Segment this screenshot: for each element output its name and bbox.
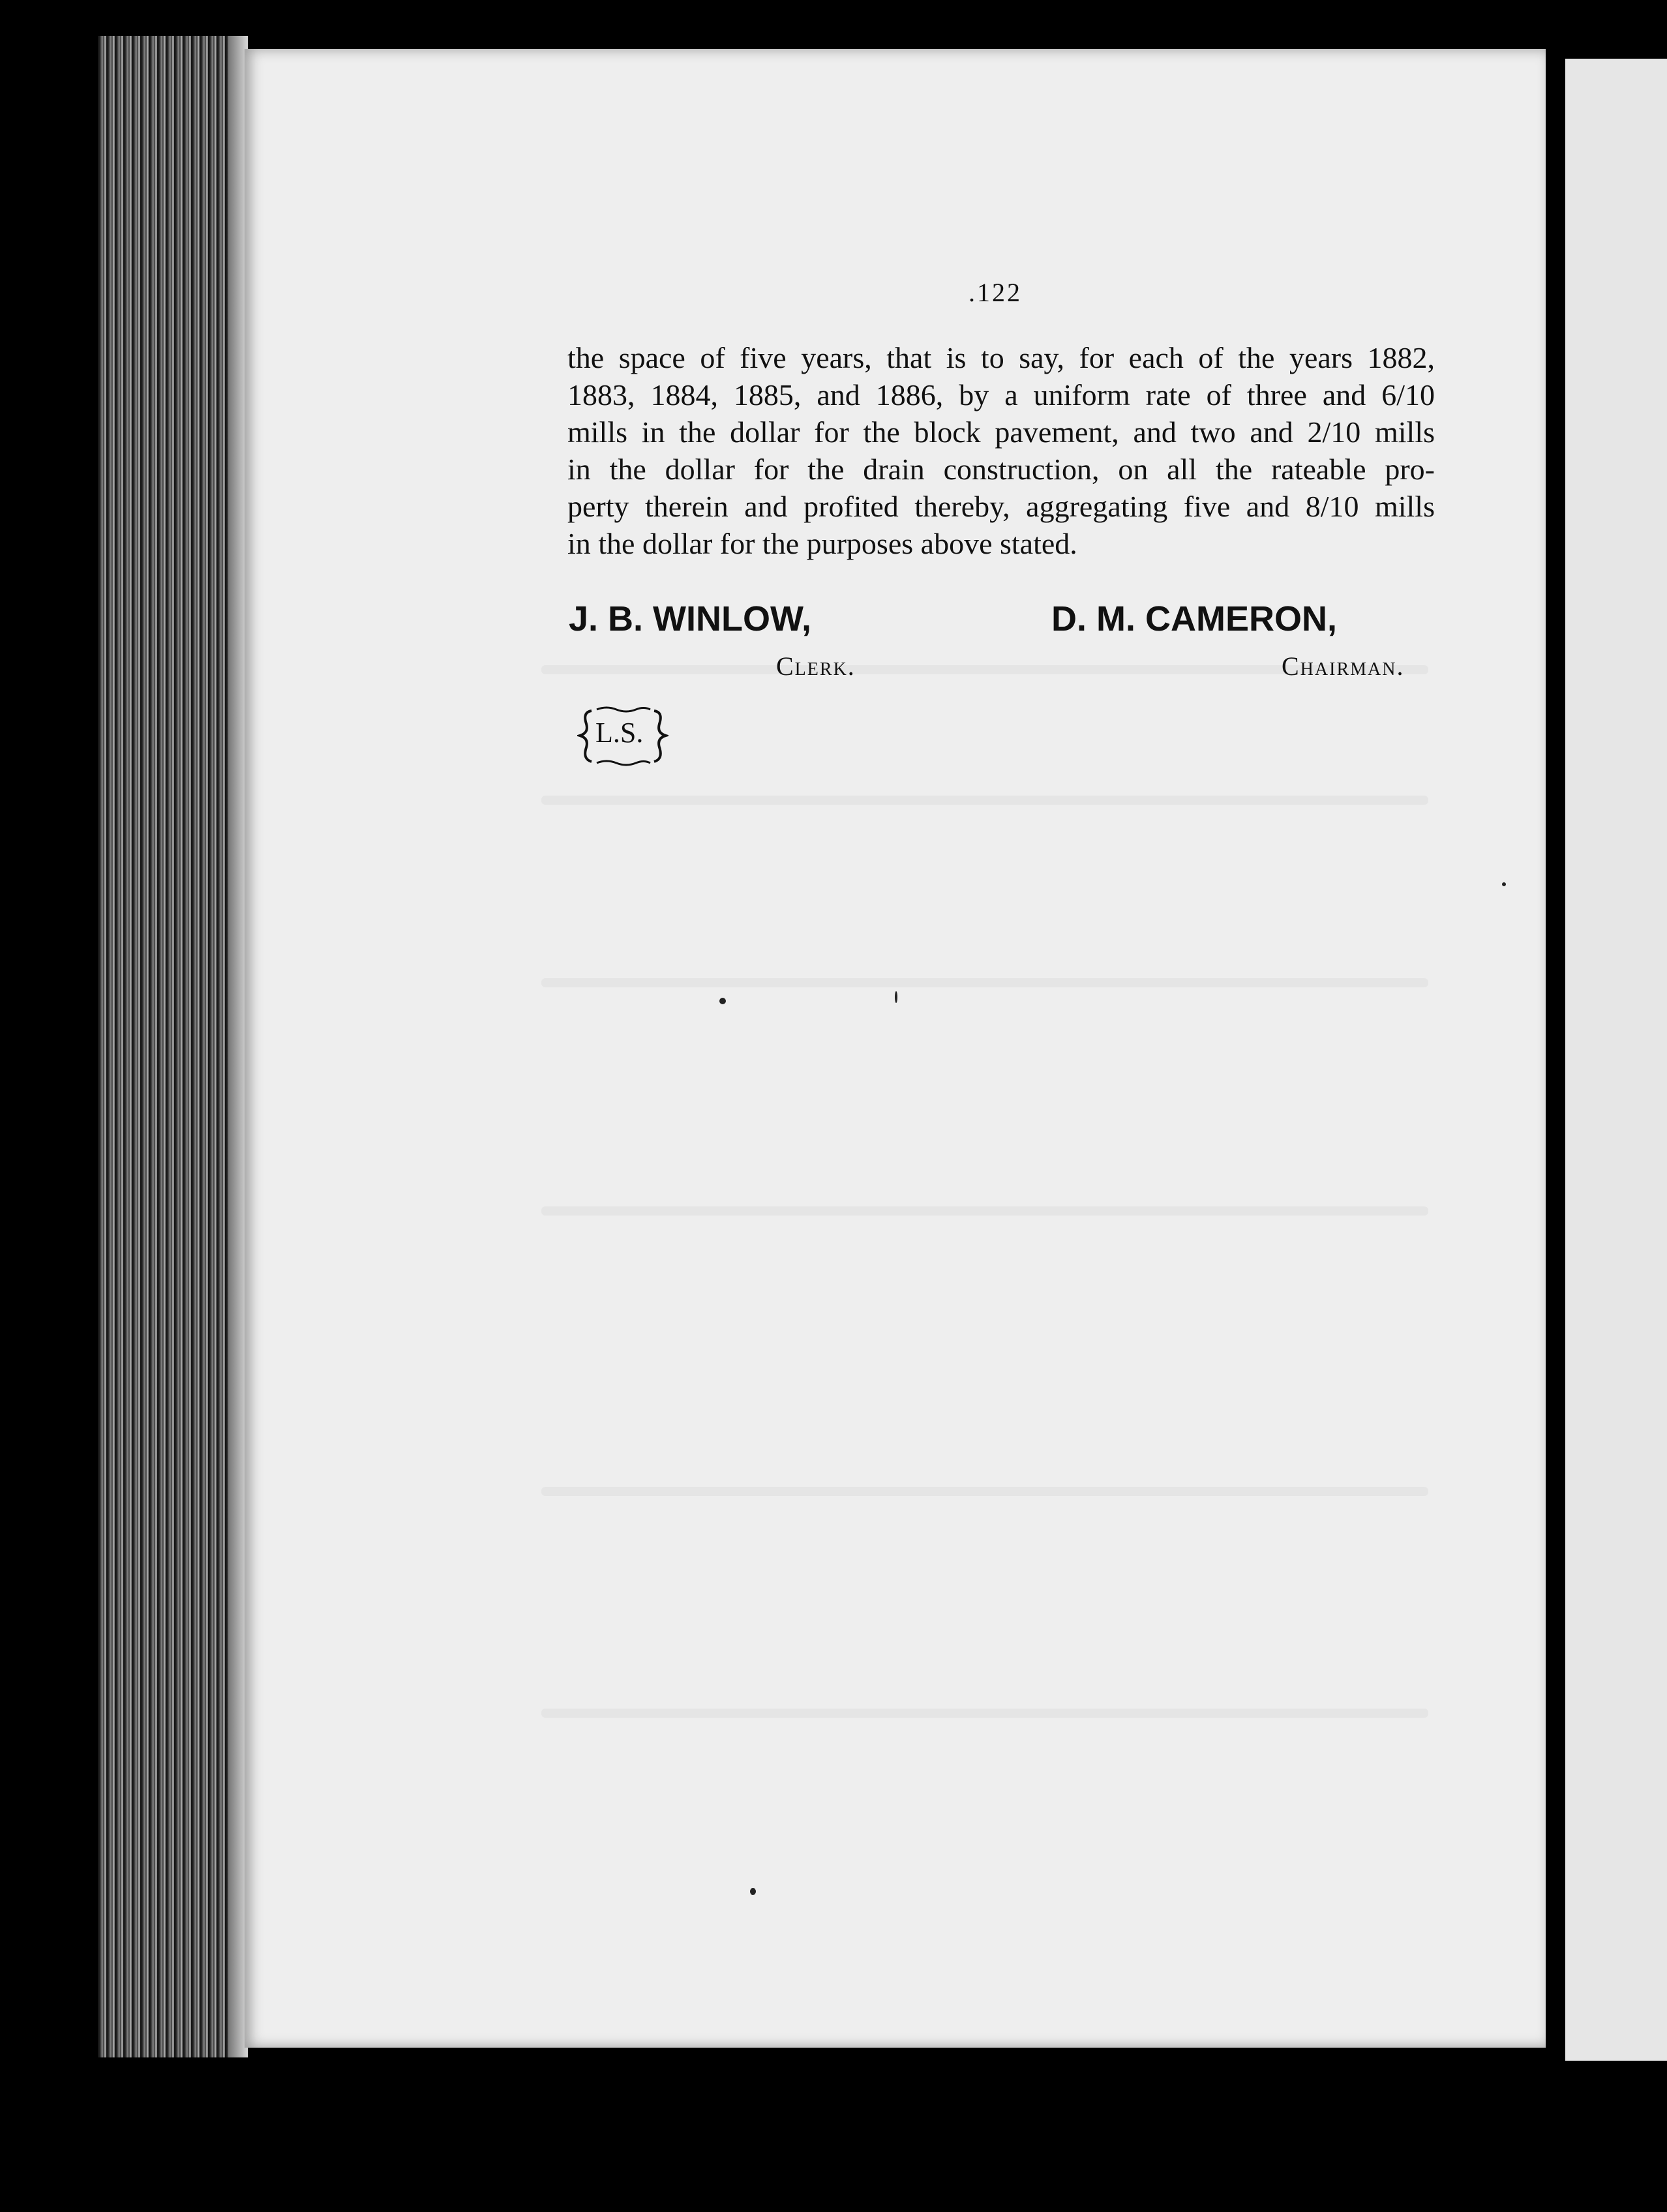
paragraph-line: perty therein and profited thereby, aggregating five and 8/10 mills [567,490,1435,523]
paragraph-line: mills in the dollar for the block pavement, and two and 2/10 mills [567,415,1435,449]
show-through-line [541,1206,1428,1216]
paragraph-line: 1883, 1884, 1885, and 1886, by a uniform rate of three and 6/10 [567,378,1435,411]
scan-speck [1502,882,1506,886]
show-through-line [541,1709,1428,1718]
seal-text: L.S. [595,717,644,749]
clerk-name: J. B. WINLOW, [569,599,811,638]
book-page-edges [98,36,248,2057]
seal-mark [577,704,668,763]
adjacent-page-edge [1565,59,1667,2061]
show-through-line [541,1487,1428,1496]
body-paragraph [567,339,1435,562]
book-gutter [1546,46,1565,2054]
paragraph-line: in the dollar for the drain construction, on all the rateable pro- [567,453,1435,486]
paragraph-line: in the dollar for the purposes above stated. [567,527,1077,560]
page-number: .122 [969,278,1022,307]
scan-speck [750,1888,756,1895]
show-through-line [541,978,1428,987]
chairman-title: Chairman. [1282,651,1405,681]
paragraph-line: the space of five years, that is to say, for each of the years 1882, [567,341,1435,374]
scan-speck [719,998,726,1004]
clerk-title: Clerk. [776,651,856,681]
show-through-line [541,796,1428,805]
chairman-name: D. M. CAMERON, [1051,599,1337,638]
scan-speck [895,991,897,1003]
